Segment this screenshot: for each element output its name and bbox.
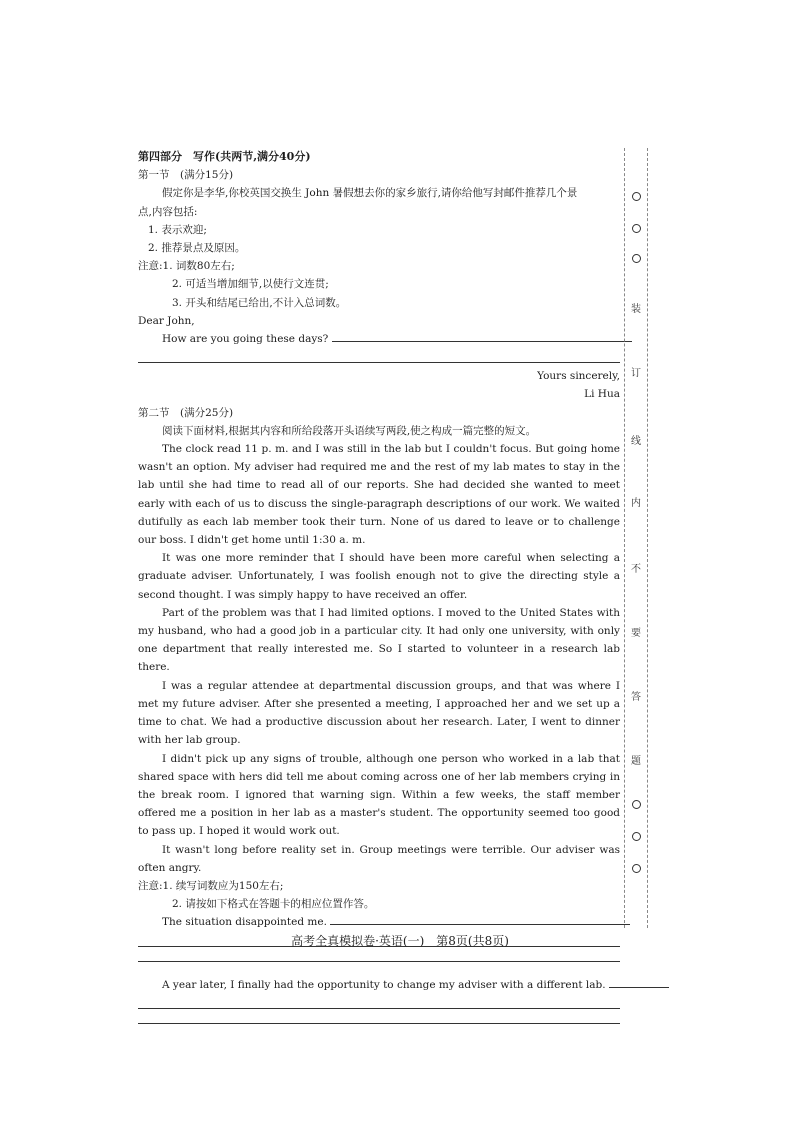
section1-note-2: 2. 可适当增加细节,以使行文连贯; [172,278,329,291]
continuation-start-2: A year later, I finally had the opportunity to change my adviser with a different lab. [162,978,606,991]
continuation-start-1: The situation disappointed me. [162,916,327,929]
binding-char-ti: 题 [631,756,641,767]
passage-paragraph-6: It wasn't long before reality set in. Group meetings were terrible. Our adviser was often angry. [138,843,620,874]
section1-item-2: 2. 推荐景点及原因。 [148,242,246,255]
passage-paragraph-2: It was one more reminder that I should have been more careful when selecting a graduate adviser. Unfortunately, I was foolish enough not to give the directing style a second thought. I was simply happy to have received an offer. [138,552,620,601]
passage-paragraph-5: I didn't pick up any signs of trouble, although one person who worked in a lab that shared space with hers did tell me about coming across one of her lab members crying in the break room. I ignored that warning sign. Within a few weeks, the staff member offered me a position in her lab as a master's student. The opportunity seemed too good to pass up. I hoped it would work out. [138,752,620,838]
answer-line[interactable] [138,362,620,363]
continuation-start-1-line [138,913,620,931]
binding-circle-icon [625,254,647,266]
section1-prompt-cont: 点,内容包括: [138,205,198,218]
passage-paragraph-4: I was a regular attendee at departmental discussion groups, and that was where I met my future adviser. After she presented a meeting, I approached her and we set up a time to chat. We had a productive discussion about her research. Later, I went to dinner with her lab group. [138,679,620,747]
binding-circle-icon [625,192,647,204]
writing-section [138,148,620,1028]
answer-line[interactable] [138,1023,620,1024]
section1-note-3: 3. 开头和结尾已给出,不计入总词数。 [172,296,347,309]
binding-char-da: 答 [631,692,641,703]
binding-char-yao: 要 [631,628,641,639]
section1-prompt: 假定你是李华,你校英国交换生 John 暑假想去你的家乡旅行,请你给他写封邮件推荐几个景 [162,187,578,200]
binding-char-bu: 不 [631,564,641,575]
binding-circle-icon [625,800,647,812]
part-header: 第四部分 写作(共两节,满分40分) [138,150,311,163]
passage-paragraph-1: The clock read 11 p. m. and I was still in the lab but I couldn't focus. But going home wasn't an option. My adviser had required me and the rest of my lab mates to stay in the lab until she had time to read all of our reports. She had decided she wanted to meet early with each of us to discuss the single-paragraph descriptions of our work. We waited dutifully as each lab member took their turn. None of us dared to leave or to challenge our boss. I didn't get home until 1:30 a. m. [138,443,620,547]
letter-opening: How are you going these days? [162,333,329,346]
section1-note-1: 注意:1. 词数80左右; [138,260,235,273]
passage-paragraph-3: Part of the problem was that I had limited options. I moved to the United States with my husband, who had a good job in a particular city. It had only one university, with only one department that really interested me. So I started to volunteer in a research lab there. [138,606,620,674]
answer-blank[interactable] [609,976,669,988]
section2-note-1: 注意:1. 续写词数应为150左右; [138,879,284,892]
section2-title: 第二节 (满分25分) [138,406,234,419]
binding-circle-icon [625,832,647,844]
answer-line[interactable] [138,961,620,962]
binding-char-zhuang: 装 [631,304,641,315]
continuation-start-2-line [138,976,620,994]
answer-blank[interactable] [332,330,632,342]
section1-item-1: 1. 表示欢迎; [148,223,207,236]
letter-signature: Li Hua [584,388,620,401]
letter-closing: Yours sincerely, [537,370,620,383]
binding-circle-icon [625,864,647,876]
binding-margin [624,148,648,928]
answer-line[interactable] [138,1008,620,1009]
section2-intro: 阅读下面材料,根据其内容和所给段落开头语续写两段,使之构成一篇完整的短文。 [162,424,537,437]
binding-char-nei: 内 [631,498,641,509]
letter-greeting: Dear John, [138,314,195,327]
section2-note-2: 2. 请按如下格式在答题卡的相应位置作答。 [172,898,375,911]
page-footer: 高考全真模拟卷·英语(一) 第8页(共8页) [291,934,509,948]
binding-char-xian: 线 [631,436,641,447]
letter-opening-line [138,330,620,348]
binding-char-ding: 订 [631,368,641,379]
section1-title: 第一节 (满分15分) [138,169,234,182]
binding-circle-icon [625,224,647,236]
answer-blank[interactable] [330,913,630,925]
